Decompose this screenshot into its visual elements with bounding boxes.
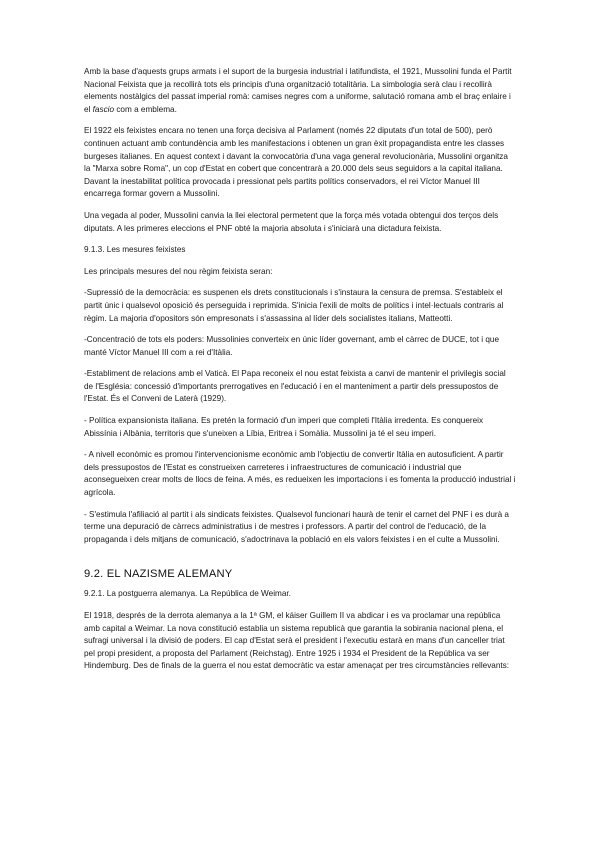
section-heading-nazism: 9.2. EL NAZISME ALEMANY xyxy=(84,568,233,581)
paragraph-electoral-law: Una vegada al poder, Mussolini canvia la llei electoral permetent que la força més votada obtengui dos terços dels diputats. A les primeres eleccions el PNF obté la majoria absoluta i s'iniciarà una dictadura feixista. xyxy=(84,210,499,233)
list-item-measure: -Concentració de tots els poders: Mussolinies converteix en únic líder governant, amb el càrrec de DUCE, tot i que manté Víctor Manuel III com a rei d'Itàlia. xyxy=(84,335,500,357)
paragraph-fascist-party xyxy=(84,66,516,116)
section-heading-913: 9.1.3. Les mesures feixistes xyxy=(84,245,186,255)
list-item-measure: - Política expansionista italiana. Es pretén la formació d'un imperi que completi l'Itàlia irredenta. Es conquereix Abissínia i Albània, territoris que s'uneixen a Líbia, Eritrea i Somàlia. Mussolini ja té el seu imperi. xyxy=(84,416,484,438)
section-intro-913: Les principals mesures del nou règim feixista seran: xyxy=(84,266,273,276)
paragraph-weimar: El 1918, després de la derrota alemanya a la 1ª GM, el káiser Guillem II va abdicar i es va proclamar una república amb capital a Weimar. La nova constitució establia un sistema republicà que garantia la sobirania nacional plena, el sufragi universal i la divisió de poders. El cap d'Estat serà el president i l'executiu estarà en mans d'un canceller triat pel propi president, a proposta del Parlament (Reichstag). Entre 1925 i 1934 el President de la República va ser Hindemburg. Des de finals de la guerra el nou estat democràtic va estar amenaçat per tres circumstàncies rellevants: xyxy=(84,611,510,671)
paragraph-text: Amb la base d'aquests grups armats i el suport de la burgesia industrial i latifundista, el 1921, Mussolini funda el Partit Nacional Feixista que ja recollirà tots els principis d'una organització totalitària. La simbologia serà clau i recollirà elements nostàlgics del passat imperial romà: camises negres com a uniforme, salutació romana amb el braç enlaire i el xyxy=(84,67,512,114)
list-item-measure: -Supressió de la democràcia: es suspenen els drets constitucionals i s'instaura la censura de premsa. S'estableix el partit únic i qualsevol oposició és perseguida i reprimida. S'inicia l'exili de molts de polítics i intel·lectuals contraris al règim. La majoria d'opositors són empresonats i s'assassina al líder dels socialistes italians, Matteotti. xyxy=(84,288,504,323)
list-item-measure: -Establiment de relacions amb el Vaticà. El Papa reconeix el nou estat feixista a canvi de mantenir el privilegis social de l'Església: concessió d'importants prerrogatives en l'educació i en el manteniment a partir dels pressupostos de l'Estat. És el Conveni de Laterà (1929). xyxy=(84,369,506,404)
page-content xyxy=(84,66,516,682)
paragraph-march-on-rome: El 1922 els feixistes encara no tenen una força decisiva al Parlament (només 22 diputats d'un total de 500), però continuen actuant amb contundència amb les manifestacions i obtenen un gran èxit propagandista entre les classes burgeses italianes. En aquest context i davant la convocatòria d'una vaga general revolucionària, Mussolini organitza la "Marxa sobre Roma", un cop d'Estat en cobert que concentrarà a 20.000 dels seus seguidors a la capital italiana. Davant la inestabilitat política provocada i pressionat pels partits polítics conservadors, el rei Víctor Manuel III encarrega formar govern a Mussolini. xyxy=(84,126,508,199)
list-item-measure: - A nivell econòmic es promou l'intervencionisme econòmic amb l'objectiu de convertir Itàlia en autosuficient. A partir dels pressupostos de l'Estat es construeixen carreteres i infraestructures de comunicació i industrial que aconsegueixen crear molts de llocs de feina. A més, es redueixen les importacions i es fomenta la producció industrial i agrícola. xyxy=(84,450,516,498)
paragraph-text-end: com a emblema. xyxy=(114,104,177,114)
list-item-measure: - S'estimula l'afiliació al partit i als sindicats feixistes. Qualsevol funcionari haurà de tenir el carnet del PNF i es durà a terme una depuració de càrrecs administratius i de mestres i professors. A partir del control de l'educació, de la propaganda i dels mitjans de comunicació, s'adoctrinava la població en els valors feixistes i en el culte a Mussolini. xyxy=(84,509,509,544)
subsection-heading-921: 9.2.1. La postguerra alemanya. La República de Weimar. xyxy=(84,589,291,599)
italic-term-fascio: fascio xyxy=(92,104,115,114)
